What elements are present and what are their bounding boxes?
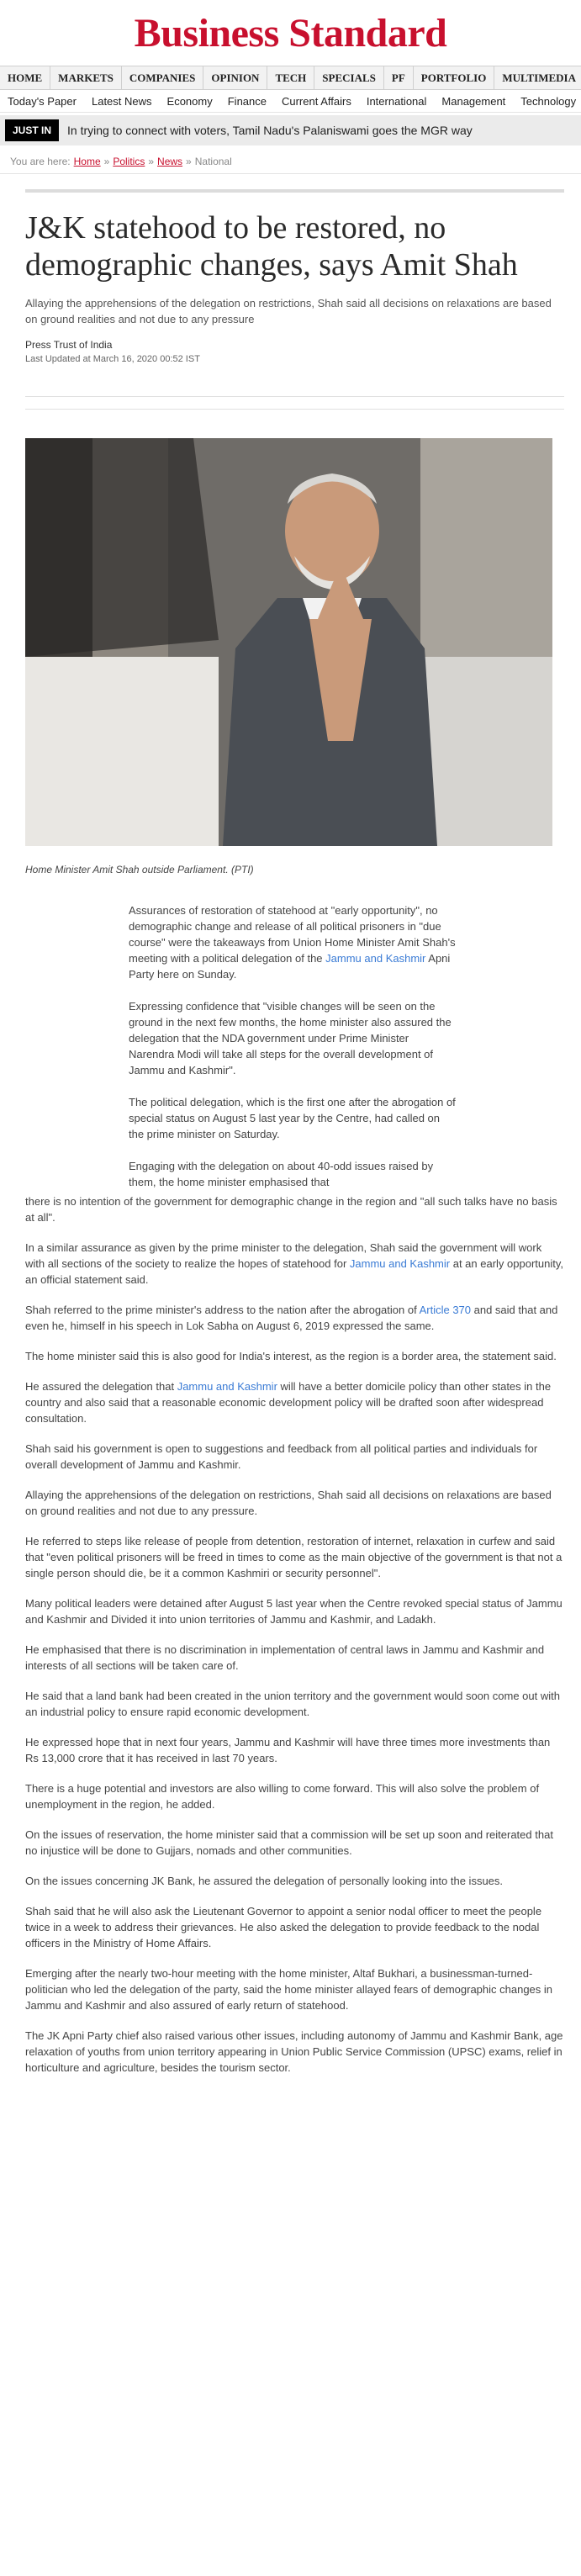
breadcrumb-separator: »	[103, 155, 110, 167]
subnav-economy[interactable]: Economy	[166, 94, 213, 108]
paragraph-text: In a similar assurance as given by the prime minister to the delegation, Shah said the government will work with all sections of the society to realize the hopes of statehood for	[25, 1241, 542, 1270]
paragraph: He expressed hope that in next four years, Jammu and Kashmir will have three times more investments than Rs 13,000 crore that it has received in last 70 years.	[25, 1736, 551, 1764]
paragraph	[25, 1302, 563, 1334]
paragraph-text: Assurances of restoration of statehood at "early opportunity", no demographic change and release of all political prisoners in "due course" were the takeaways from Union Home Minister Amit Shah's meeting with a political delegation of the	[129, 904, 456, 965]
paragraph: there is no intention of the government for demographic change in the region and "all such talks have no basis at all".	[25, 1195, 557, 1224]
nav-portfolio[interactable]: PORTFOLIO	[414, 66, 495, 89]
paragraph: Many political leaders were detained after August 5 last year when the Centre revoked special status of Jammu and Kashmir and Divided it into union territories of Jammu and Kashmir, and Ladakh.	[25, 1597, 563, 1626]
paragraph: On the issues concerning JK Bank, he assured the delegation of personally looking into the issues.	[25, 1875, 504, 1887]
divider	[25, 396, 564, 397]
just-in-label: JUST IN	[5, 119, 59, 141]
paragraph-text: Apni Party here on Sunday.	[129, 952, 451, 981]
topic-link-jammu-kashmir[interactable]: Jammu and Kashmir	[349, 1257, 451, 1270]
article-body-wide	[25, 1193, 563, 2076]
breadcrumb-politics[interactable]: Politics	[113, 155, 145, 167]
paragraph: The JK Apni Party chief also raised various other issues, including autonomy of Jammu and Kashmir Bank, age relaxation of youths from union territory appearing in Union Public Service Commission (UPSC) exams, relief in horticulture and agriculture, besides the tourism sector.	[25, 2029, 563, 2074]
paragraph-text: Shah referred to the prime minister's address to the nation after the abrogation of	[25, 1304, 420, 1316]
nav-specials[interactable]: SPECIALS	[314, 66, 384, 89]
paragraph: He emphasised that there is no discrimination in implementation of central laws in Jammu and Kashmir and interests of all sections will be taken care of.	[25, 1643, 545, 1672]
just-in-ticker	[0, 115, 581, 145]
article-source: Press Trust of India	[25, 339, 113, 351]
subnav-finance[interactable]: Finance	[227, 94, 267, 108]
paragraph: He said that a land bank had been created in the union territory and the government would soon come out with an industrial policy to ensure rapid economic development.	[25, 1690, 560, 1718]
article-body-narrow	[129, 902, 457, 1190]
topic-link-jammu-kashmir[interactable]: Jammu and Kashmir	[177, 1380, 277, 1393]
just-in-headline[interactable]: In trying to connect with voters, Tamil Nadu's Palaniswami goes the MGR way	[67, 124, 473, 137]
nav-multimedia[interactable]: MULTIMEDIA	[494, 66, 581, 89]
paragraph: Emerging after the nearly two-hour meeting with the home minister, Altaf Bukhari, a businessman-turned-politician who led the delegation of the party, said the home minister allayed fears of demographic changes in Jammu and Kashmir and also assured of early return of statehood.	[25, 1967, 553, 2012]
paragraph: He referred to steps like release of people from detention, restoration of internet, relaxation in curfew and said that "even political prisoners will be freed in times to come as the main objective of the government is that not a single person should die, be it a common Kashmiri or security personnel".	[25, 1535, 563, 1579]
nav-opinion[interactable]: OPINION	[203, 66, 267, 89]
article-timestamp: Last Updated at March 16, 2020 00:52 IST	[25, 354, 200, 364]
subnav-management[interactable]: Management	[441, 94, 506, 108]
subnav-latest-news[interactable]: Latest News	[91, 94, 152, 108]
article-headline: J&K statehood to be restored, no demographic changes, says Amit Shah	[25, 210, 518, 283]
paragraph	[129, 902, 457, 982]
paragraph: The political delegation, which is the first one after the abrogation of special status on August 5 last year by the Centre, had called on the prime minister on Saturday.	[129, 1096, 456, 1140]
nav-pf[interactable]: PF	[384, 66, 414, 89]
nav-companies[interactable]: COMPANIES	[122, 66, 203, 89]
nav-markets[interactable]: MARKETS	[50, 66, 122, 89]
site-logo[interactable]: Business Standard	[134, 10, 447, 56]
breadcrumb-separator: »	[186, 155, 192, 167]
topic-link-jammu-kashmir[interactable]: Jammu and Kashmir	[325, 952, 426, 965]
paragraph: Shah said his government is open to suggestions and feedback from all political parties and individuals for overall development of Jammu and Kashmir.	[25, 1442, 538, 1471]
subnav-todays-paper[interactable]: Today's Paper	[8, 94, 77, 108]
paragraph	[25, 1240, 563, 1288]
paragraph-text: and said that and even he, himself in his speech in Lok Sabha on August 6, 2019 expressed the same.	[25, 1304, 558, 1332]
paragraph-text: at an early opportunity, an official statement said.	[25, 1257, 564, 1286]
paragraph: The home minister said this is also good for India's interest, as the region is a border area, the statement said.	[25, 1350, 557, 1362]
breadcrumb-news[interactable]: News	[157, 155, 183, 167]
paragraph	[25, 1378, 563, 1426]
nav-tech[interactable]: TECH	[267, 66, 314, 89]
nav-home[interactable]: HOME	[0, 66, 50, 89]
article-body	[25, 902, 564, 2076]
logo-bar	[0, 0, 581, 66]
paragraph: There is a huge potential and investors are also willing to come forward. This will also solve the problem of unemployment in the region, he added.	[25, 1782, 540, 1811]
article-summary: Allaying the apprehensions of the delegation on restrictions, Shah said all decisions on relaxations are based on ground realities and not due to any pressure	[25, 297, 552, 325]
breadcrumb-separator: »	[148, 155, 155, 167]
paragraph-text: He assured the delegation that	[25, 1380, 177, 1393]
paragraph-text: will have a better domicile policy than other states in the country and also said that a reasonable economic development policy will be drafted soon after widespread consultation.	[25, 1380, 552, 1425]
photo-caption: Home Minister Amit Shah outside Parliament. (PTI)	[25, 864, 254, 875]
topic-link-article-370[interactable]: Article 370	[419, 1304, 472, 1316]
paragraph: Allaying the apprehensions of the delegation on restrictions, Shah said all decisions on relaxations are based on ground realities and not due to any pressure.	[25, 1489, 552, 1517]
subnav-international[interactable]: International	[366, 94, 427, 108]
subnav-technology[interactable]: Technology	[520, 94, 577, 108]
paragraph: On the issues of reservation, the home minister said that a commission will be set up soon and reiterated that no injustice will be done to Gujjars, nomads and other communities.	[25, 1828, 553, 1857]
paragraph: Shah said that he will also ask the Lieutenant Governor to appoint a senior nodal officer to meet the people twice in a week to address their grievances. He also asked the delegation to provide feedback to the nodal officers in the Ministry of Home Affairs.	[25, 1905, 542, 1949]
article	[0, 189, 581, 2076]
divider	[25, 409, 564, 410]
divider	[25, 189, 564, 193]
primary-nav	[0, 66, 581, 90]
paragraph: Engaging with the delegation on about 40-odd issues raised by them, the home minister emphasised that	[129, 1160, 434, 1188]
breadcrumb	[0, 149, 581, 174]
breadcrumb-prefix: You are here:	[10, 155, 71, 167]
paragraph: Expressing confidence that "visible changes will be seen on the ground in the next few months, the home minister also assured the delegation that the NDA government under Prime Minister Narendra Modi will take all steps for the overall development of Jammu and Kashmir".	[129, 1000, 452, 1076]
breadcrumb-current: National	[194, 155, 232, 167]
secondary-nav	[0, 90, 581, 113]
subnav-current-affairs[interactable]: Current Affairs	[281, 94, 351, 108]
article-photo	[25, 438, 552, 846]
breadcrumb-home[interactable]: Home	[73, 155, 101, 167]
